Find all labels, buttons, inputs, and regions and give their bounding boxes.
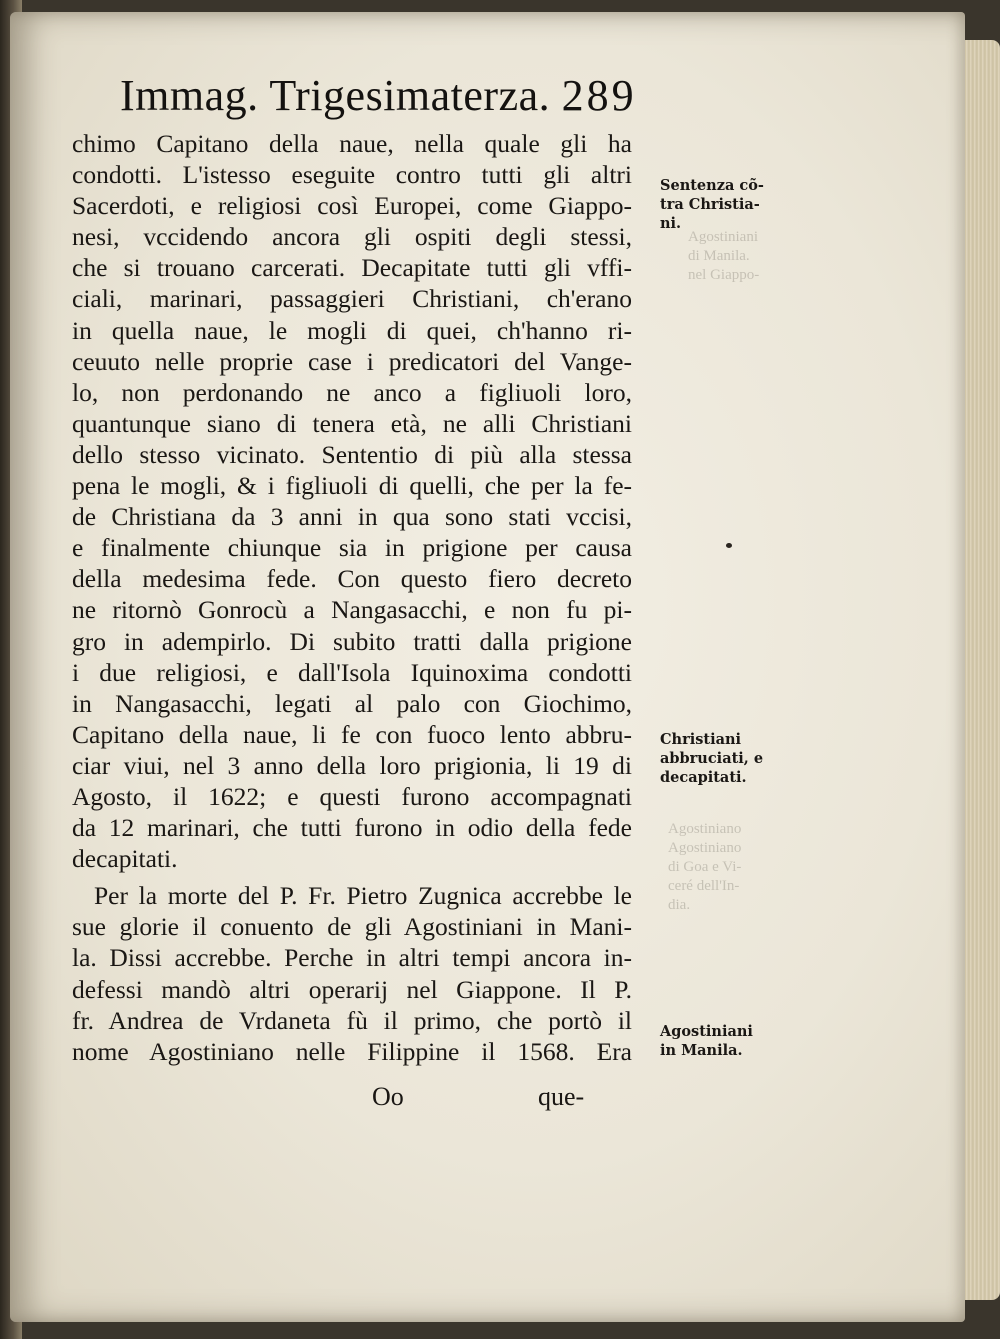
show-through-text: Agostiniano Agostiniano di Goa e Vi- ceré dell'In- dia.	[668, 821, 742, 913]
text-line: nesi, vccidendo ancora gli ospiti degli stessi,	[72, 222, 632, 252]
text-line: la. Dissi accrebbe. Perche in altri tempi ancora in-	[72, 943, 632, 973]
marginal-note-agostiniani: Agostiniani in Manila.	[660, 1023, 753, 1059]
text-line: in quella naue, le mogli di quei, ch'hanno ri-	[72, 315, 632, 345]
text-line: ciar viui, nel 3 anno della loro prigionia, li 19 di	[72, 750, 632, 780]
text-line: fr. Andrea de Vrdaneta fù il primo, che portò il	[72, 1005, 632, 1035]
show-through-text: Agostiniani di Manila. nel Giappo-	[688, 229, 760, 283]
text-line: e finalmente chiunque sia in prigione per causa	[72, 533, 632, 563]
ink-speck	[726, 543, 732, 548]
text-line: ciali, marinari, passaggieri Christiani, ch'erano	[72, 284, 632, 314]
paragraph-start-line: Per la morte del P. Fr. Pietro Zugnica accrebbe le	[94, 881, 632, 911]
text-line: Capitano della naue, li fe con fuoco lento abbru-	[72, 719, 632, 749]
text-line: pena le mogli, & i figliuoli di quelli, che per la fe-	[72, 471, 632, 501]
text-line: nome Agostiniano nelle Filippine il 1568. Era	[72, 1036, 632, 1066]
page-number: 289	[561, 71, 637, 120]
text-line: sue glorie il conuento de gli Agostiniani in Mani-	[72, 912, 632, 942]
text-line: defessi mandò altri operarij nel Giappone. Il P.	[72, 974, 632, 1004]
text-line: dello stesso vicinato. Sententio di più alla stessa	[72, 439, 632, 469]
text-line: condotti. L'istesso eseguite contro tutti gli altri	[72, 160, 632, 190]
main-text-block	[72, 128, 632, 1067]
text-line: da 12 marinari, che tutti furono in odio della fede	[72, 813, 632, 843]
text-line: ceuuto nelle proprie case i predicatori del Vange-	[72, 346, 632, 376]
text-line: i due religiosi, e dall'Isola Iquinoxima condotti	[72, 657, 632, 687]
running-title: Immag. Trigesimaterza.	[120, 71, 551, 120]
text-line: che si trouano carcerati. Decapitate tutti gli vffi-	[72, 253, 632, 283]
text-line: quantunque siano di tenera età, ne alli Christiani	[72, 408, 632, 438]
signature-mark: Oo	[372, 1082, 404, 1111]
text-line: della medesima fede. Con questo fiero decreto	[72, 564, 632, 594]
catchword: que-	[538, 1082, 585, 1111]
text-line: Agosto, il 1622; e questi furono accompagnati	[72, 781, 632, 811]
text-line: chimo Capitano della naue, nella quale gli ha	[72, 129, 632, 158]
text-line: lo, non perdonando ne anco a figliuoli loro,	[72, 377, 632, 407]
text-line: de Christiana da 3 anni in qua sono stati vccisi,	[72, 502, 632, 532]
text-line: ne ritornò Gonrocù a Nangasacchi, e non fu pi-	[72, 595, 632, 625]
text-line: in Nangasacchi, legati al palo con Giochimo,	[72, 688, 632, 718]
text-line: Sacerdoti, e religiosi così Europei, come Giappo-	[72, 191, 632, 221]
marginal-note-christiani: Christiani abbruciati, e decapitati.	[660, 731, 764, 786]
text-line: decapitati.	[72, 844, 178, 874]
running-header	[120, 70, 640, 121]
marginal-note-sentenza: Sentenza cõ- tra Christia- ni.	[660, 177, 764, 232]
text-line: gro in adempirlo. Di subito tratti dalla prigione	[72, 626, 632, 656]
